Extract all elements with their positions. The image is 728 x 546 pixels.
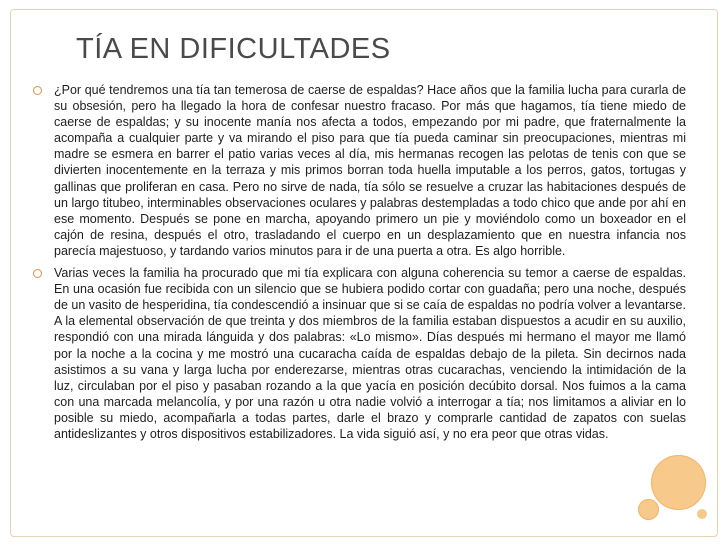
- bullet-item: [30, 265, 686, 442]
- slide-body: [30, 82, 686, 448]
- slide-title: TÍA EN DIFICULTADES: [76, 33, 391, 65]
- decorative-circle-large: [651, 455, 706, 510]
- decorative-circle-small: [638, 499, 659, 520]
- bullet-item: [30, 82, 686, 259]
- bullet-circle-icon: [33, 86, 42, 95]
- decorative-circle-tiny: [697, 509, 707, 519]
- paragraph-2: Varias veces la familia ha procurado que mi tía explicara con alguna coherencia su temor a caerse de espaldas. En una ocasión fue recibida con un silencio que se hubiera podido cortar con guadaña; pero una noche, después de un vasito de hesperidina, tía condescendió a insinuar que si se caía de espaldas no podría volver a levantarse. A la elemental observación de que treinta y dos miembros de la familia estaban dispuestos a acudir en su auxilio, respondió con una mirada lánguida y dos palabras: «Lo mismo». Días después mi hermano el mayor me llamó por la noche a la cocina y me mostró una cucaracha caída de espaldas debajo de la pileta. Sin decirnos nada asistimos a su vana y larga lucha por enderezarse, mientras otras cucarachas, venciendo la intimidación de la luz, circulaban por el piso y pasaban rozando a la que yacía en posición decúbito dorsal. Nos fuimos a la cama con una marcada melancolía, y por una razón u otra nadie volvió a interrogar a tía; nos limitamos a aliviar en lo posible su miedo, acompañarla a todas partes, darle el brazo y comprarle cantidad de zapatos con suelas antideslizantes y otros dispositivos estabilizadores. La vida siguió así, y no era peor que otras vidas.: [54, 266, 686, 441]
- bullet-circle-icon: [33, 269, 42, 278]
- paragraph-1: ¿Por qué tendremos una tía tan temerosa de caerse de espaldas? Hace años que la familia lucha para curarla de su obsesión, pero ha llegado la hora de confesar nuestro fracaso. Por más que hagamos, tía tiene miedo de caerse de espaldas; y su inocente manía nos afecta a todos, empezando por mi padre, que fraternalmente la acompaña a cualquier parte y va mirando el piso para que tía pueda caminar sin preocupaciones, mientras mi madre se esmera en barrer el patio varias veces al día, mis hermanas recogen las pelotas de tenis con que se divierten inocentemente en la terraza y mis primos borran toda huella imputable a los perros, gatos, tortugas y gallinas que proliferan en casa. Pero no sirve de nada, tía sólo se resuelve a cruzar las habitaciones después de un largo titubeo, interminables observaciones oculares y palabras destempladas a todo chico que ande por ahí en ese momento. Después se pone en marcha, apoyando primero un pie y moviéndolo como un boxeador en el cajón de resina, después el otro, trasladando el cuerpo en un desplazamiento que en nuestra infancia nos parecía majestuoso, y tardando varios minutos para ir de una puerta a otra. Es algo horrible.: [54, 83, 686, 258]
